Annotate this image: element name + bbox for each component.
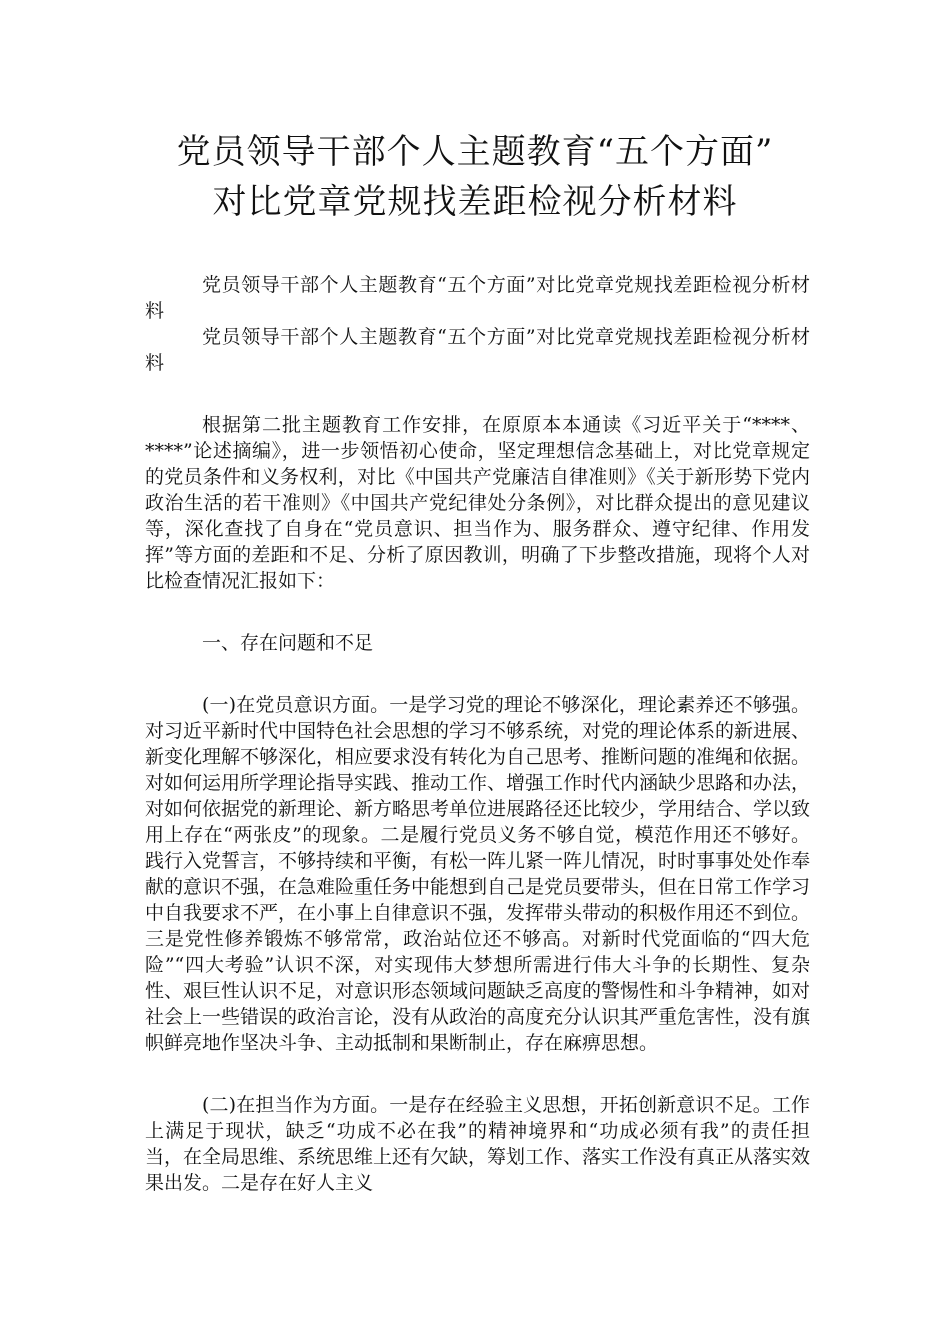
subtitle-repeat-block xyxy=(145,272,810,376)
document-body xyxy=(145,272,810,1196)
section-heading: 一、存在问题和不足 xyxy=(202,632,374,654)
paragraph-party-awareness: (一)在党员意识方面。一是学习党的理论不够深化，理论素养还不够强。对习近平新时代中国特色社会思想的学习不够系统，对党的理论体系的新进展、新变化理解不够深化，相应要求没有转化为自己思考、推断问题的准绳和依据。对如何运用所学理论指导实践、推动工作、增强工作时代内涵缺少思路和办法，对如何依据党的新理论、新方略思考单位进展路径还比较少，学用结合、学以致用上存在“两张皮”的现象。二是履行党员义务不够自觉，模范作用还不够好。践行入党誓言，不够持续和平衡，有松一阵儿紧一阵儿情况，时时事事处处作奉献的意识不强，在急难险重任务中能想到自己是党员要带头，但在日常工作学习中自我要求不严，在小事上自律意识不强，发挥带头带动的积极作用还不到位。三是党性修养锻炼不够常常，政治站位还不够高。对新时代党面临的“四大危险”“四大考验”认识不深，对实现伟大梦想所需进行伟大斗争的长期性、复杂性、艰巨性认识不足，对意识形态领域问题缺乏高度的警惕性和斗争精神，如对社会上一些错误的政治言论，没有从政治的高度充分认识其严重危害性，没有旗帜鲜亮地作坚决斗争、主动抵制和果断制止，存在麻痹思想。 xyxy=(145,694,811,1054)
document-title-line-1: 党员领导干部个人主题教育“五个方面” xyxy=(176,132,774,172)
subtitle-line: 党员领导干部个人主题教育“五个方面”对比党章党规找差距检视分析材料 xyxy=(145,274,810,322)
intro-paragraph: 根据第二批主题教育工作安排，在原原本本通读《习近平关于“****、****”论述摘编》，进一步领悟初心使命，坚定理想信念基础上，对比党章规定的党员条件和义务权利，对比《中国共产党廉洁自律准则》《关于新形势下党内政治生活的若干准则》《中国共产党纪律处分条例》，对比群众提出的意见建议等，深化查找了自身在“党员意识、担当作为、服务群众、遵守纪律、作用发挥”等方面的差距和不足、分析了原因教训，明确了下步整改措施，现将个人对比检查情况汇报如下： xyxy=(145,414,810,592)
paragraph-responsibility: (二)在担当作为方面。一是存在经验主义思想，开拓创新意识不足。工作上满足于现状，缺乏“功成不必在我”的精神境界和“功成必须有我”的责任担当，在全局思维、系统思维上还有欠缺，筹划工作、落实工作没有真正从落实效果出发。二是存在好人主义 xyxy=(145,1094,811,1194)
document-title-line-2: 对比党章党规找差距检视分析材料 xyxy=(212,182,738,222)
subtitle-line: 党员领导干部个人主题教育“五个方面”对比党章党规找差距检视分析材料 xyxy=(145,326,810,374)
